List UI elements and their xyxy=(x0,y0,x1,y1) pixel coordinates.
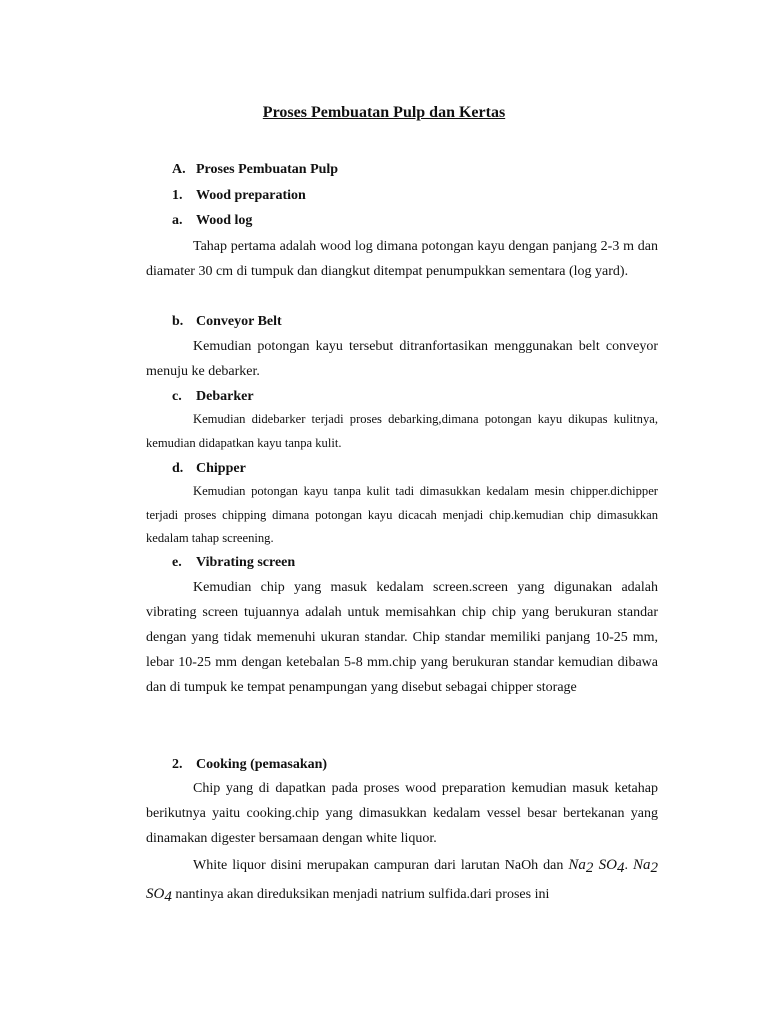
white-liquor-text: White liquor disini merupakan campuran dari larutan NaOh dan xyxy=(193,858,569,873)
section-a-text: Proses Pembuatan Pulp xyxy=(196,162,339,177)
item-a-text: Wood log xyxy=(196,213,253,228)
item-1-marker: 1. xyxy=(172,188,183,203)
item-d-marker: d. xyxy=(172,461,184,476)
item-c-heading xyxy=(172,388,254,406)
paragraph-chipper: Kemudian potongan kayu tanpa kulit tadi dimasukkan kedalam mesin chipper.dichipper terjadi proses chipping dimana potongan kayu dicacah menjadi chip.kemudian chip dimasukkan kedalam tahap screening. xyxy=(146,484,658,545)
item-1-text: Wood preparation xyxy=(196,188,306,203)
item-e-marker: e. xyxy=(172,555,182,570)
item-b-heading xyxy=(172,313,282,331)
item-2-text: Cooking (pemasakan) xyxy=(196,757,328,772)
paragraph-white-liquor xyxy=(146,851,658,909)
item-b-text: Conveyor Belt xyxy=(196,314,282,329)
item-d-heading xyxy=(172,460,246,478)
formula-na-sub-1: 2 xyxy=(585,860,594,876)
formula-na-sub-2: 2 xyxy=(650,860,658,876)
item-b-marker: b. xyxy=(172,314,184,329)
item-e-text: Vibrating screen xyxy=(196,555,296,570)
paragraph-wood-log: Tahap pertama adalah wood log dimana potongan kayu dengan panjang 2-3 m dan diamater 30 cm di tumpuk dan diangkut ditempat penumpukkan sementara (log yard). xyxy=(146,239,658,279)
paragraph-cooking: Chip yang di dapatkan pada proses wood preparation kemudian masuk ketahap berikutnya yaitu cooking.chip yang dimasukkan kedalam vessel besar bertekanan yang dinamakan digester bersamaan dengan white liquor. xyxy=(146,781,658,846)
reduction-text: nantinya akan direduksikan menjadi natrium sulfida.dari proses ini xyxy=(171,887,550,902)
section-a-marker: A. xyxy=(172,162,186,177)
item-2-marker: 2. xyxy=(172,757,183,772)
formula-so-sub-2: 4 xyxy=(164,889,172,905)
paragraph-debarker: Kemudian didebarker terjadi proses debarking,dimana potongan kayu dikupas kulitnya, kemudian didapatkan kayu tanpa kulit. xyxy=(146,412,658,450)
paragraph-conveyor-belt: Kemudian potongan kayu tersebut ditranfortasikan menggunakan belt conveyor menuju ke debarker. xyxy=(146,339,658,379)
formula-so-sub-1: 4 xyxy=(616,860,625,876)
formula-na-1: Na xyxy=(568,857,586,873)
item-a-heading xyxy=(172,212,252,230)
formula-na-2: Na xyxy=(632,857,651,873)
page-title: Proses Pembuatan Pulp dan Kertas xyxy=(262,104,506,121)
item-a-marker: a. xyxy=(172,213,183,228)
formula-period: . xyxy=(624,858,628,873)
section-a-heading xyxy=(172,161,338,179)
formula-so-1: SO xyxy=(593,857,617,873)
formula-so-2: SO xyxy=(146,886,165,902)
item-2-heading xyxy=(172,756,327,774)
paragraph-vibrating-screen: Kemudian chip yang masuk kedalam screen.screen yang digunakan adalah vibrating screen tujuannya adalah untuk memisahkan chip chip yang berukuran standar dengan yang tidak memenuhi ukuran standar. Chip standar memiliki panjang 10-25 mm, lebar 10-25 mm dengan ketebalan 5-8 mm.chip yang berukuran standar kemudian dibawa dan di tumpuk ke tempat penampungan yang disebut sebagai chipper storage xyxy=(146,580,658,695)
item-e-heading xyxy=(172,554,295,572)
item-d-text: Chipper xyxy=(196,461,246,476)
item-c-marker: c. xyxy=(172,389,182,404)
item-1-heading xyxy=(172,187,306,205)
item-c-text: Debarker xyxy=(196,389,254,404)
